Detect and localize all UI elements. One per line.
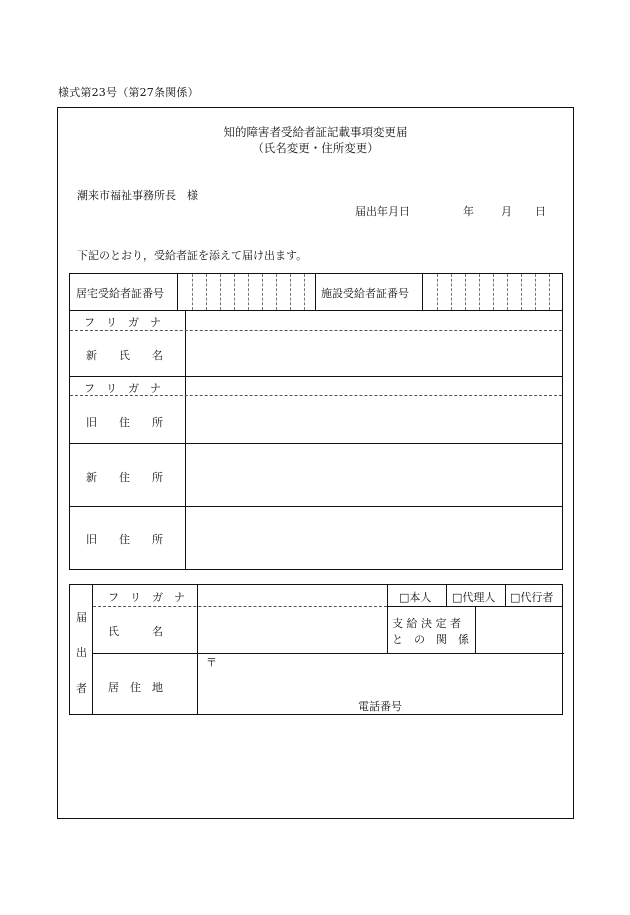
date-day[interactable]: 日 xyxy=(535,205,546,218)
side-label-2: 出 xyxy=(76,646,87,659)
form-title: 知的障害者受給者証記載事項変更届 xyxy=(223,125,408,139)
applicant-name-field[interactable] xyxy=(198,607,386,653)
applicant-furigana-label: フ リ ガ ナ xyxy=(108,591,185,604)
home-cert-label: 居宅受給者証番号 xyxy=(76,287,164,300)
date-label: 届出年月日 xyxy=(355,205,410,218)
relation-field[interactable] xyxy=(476,607,563,653)
new-name-label: 新 氏 名 xyxy=(86,349,163,362)
side-label-1: 届 xyxy=(76,611,87,624)
new-name-field[interactable] xyxy=(186,331,562,375)
option-proxy[interactable]: □代行者 xyxy=(510,591,554,604)
relation-label-line2: と の 関 係 xyxy=(392,633,469,646)
intro-text: 下記のとおり，受給者証を添えて届け出ます。 xyxy=(77,249,308,262)
new-address-label: 新 住 所 xyxy=(86,471,163,484)
option-agent[interactable]: □代理人 xyxy=(452,591,496,604)
furigana-field-1[interactable] xyxy=(186,311,562,329)
relation-label-line1: 支 給 決 定 者 xyxy=(392,617,461,630)
date-month[interactable]: 月 xyxy=(501,205,512,218)
furigana-label-2: フ リ ガ ナ xyxy=(84,382,161,395)
old-address-field-lower[interactable] xyxy=(186,507,562,568)
applicant-table xyxy=(69,584,563,715)
applicant-name-label: 氏 名 xyxy=(108,625,163,638)
new-address-field[interactable] xyxy=(186,444,562,505)
applicant-residence-label: 居 住 地 xyxy=(108,681,163,694)
date-year[interactable]: 年 xyxy=(463,205,474,218)
old-address-label-lower: 旧 住 所 xyxy=(86,533,163,546)
phone-label: 電話番号 xyxy=(358,700,402,713)
side-label-3: 者 xyxy=(76,682,87,695)
home-cert-number-field[interactable] xyxy=(178,274,314,310)
change-table xyxy=(69,273,563,570)
applicant-furigana-field[interactable] xyxy=(198,585,386,605)
applicant-residence-field[interactable] xyxy=(198,654,563,715)
postal-mark: 〒 xyxy=(206,656,217,669)
form-subtitle: （氏名変更・住所変更） xyxy=(252,141,379,155)
facility-cert-label: 施設受給者証番号 xyxy=(321,287,409,300)
old-address-label-upper: 旧 住 所 xyxy=(86,416,163,429)
furigana-label-1: フ リ ガ ナ xyxy=(84,316,161,329)
form-number: 様式第23号（第27条関係） xyxy=(58,86,199,99)
old-address-field-upper[interactable] xyxy=(186,396,562,442)
facility-cert-number-field[interactable] xyxy=(423,274,561,310)
furigana-field-2[interactable] xyxy=(186,377,562,395)
option-self[interactable]: □本人 xyxy=(399,591,432,604)
addressee: 潮来市福祉事務所長 様 xyxy=(77,189,198,202)
